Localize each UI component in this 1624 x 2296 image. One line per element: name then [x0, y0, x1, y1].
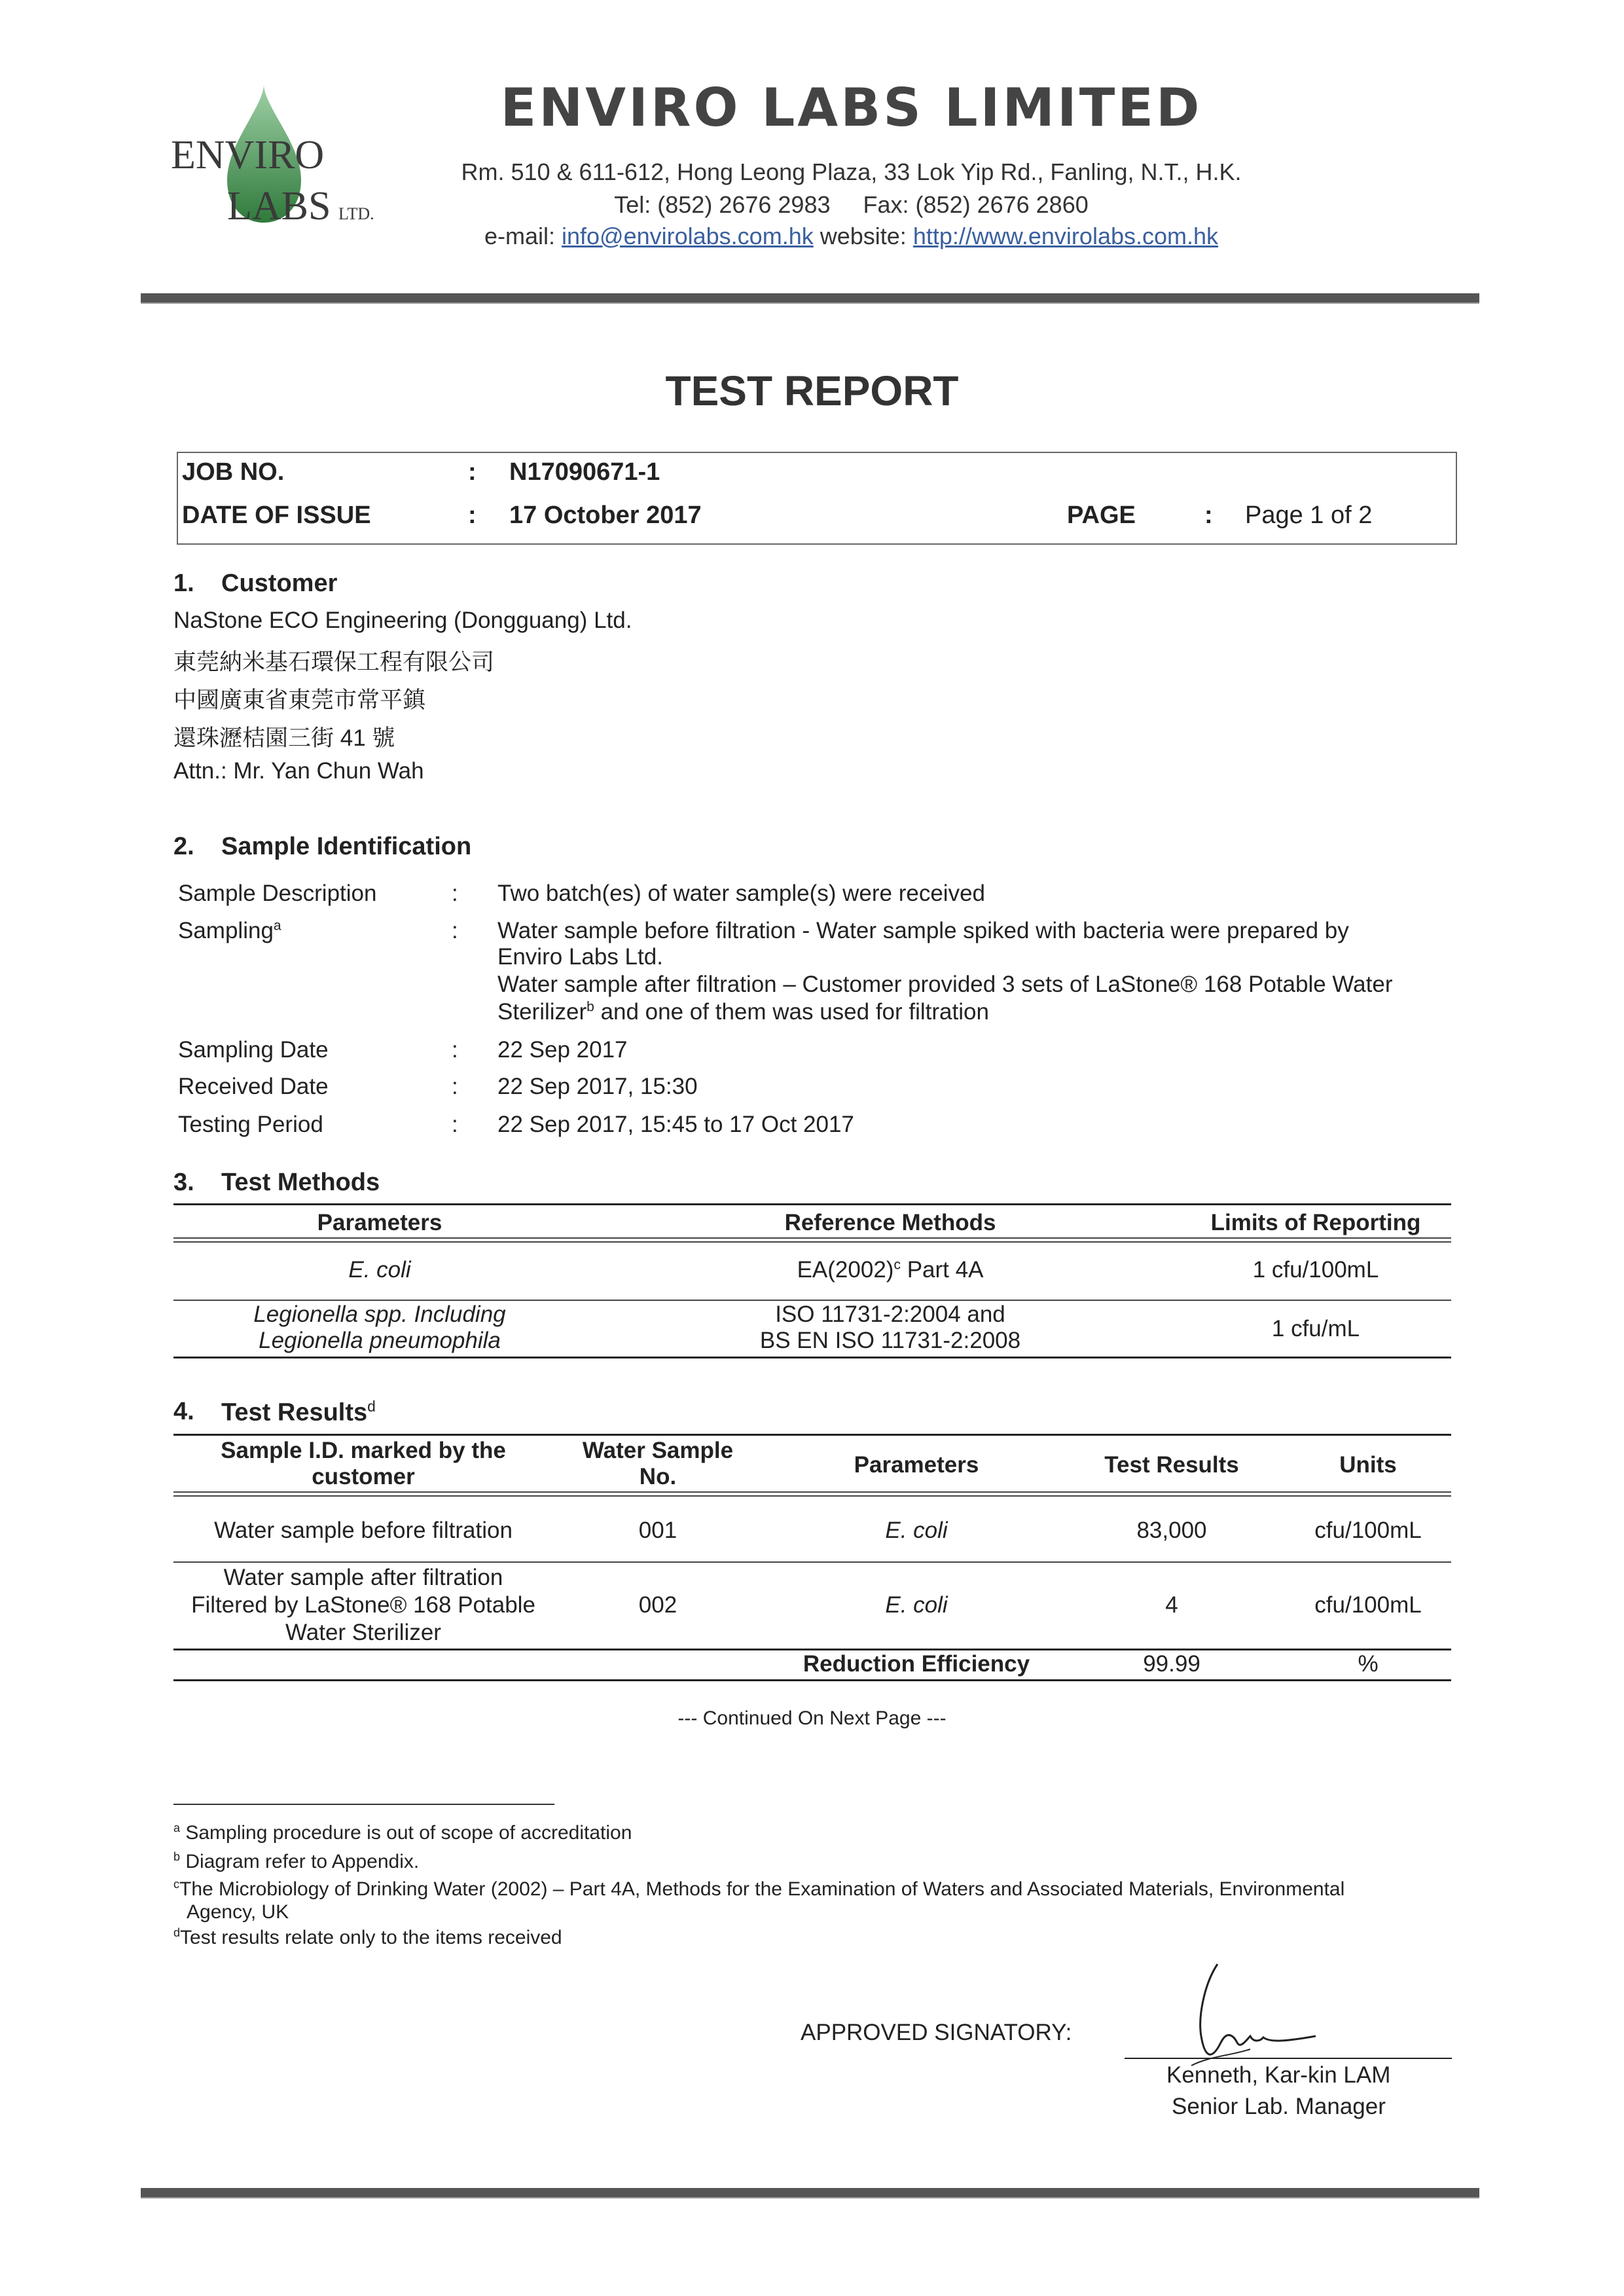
company-address: Rm. 510 & 611-612, Hong Leong Plaza, 33 Lok Yip Rd., Fanling, N.T., H.K. — [461, 158, 1242, 185]
testing-period-label: Testing Period — [178, 1112, 323, 1137]
results-row-sample-no: 002 — [638, 1592, 677, 1618]
footnote-mark: a — [273, 918, 281, 934]
sample-description-label: Sample Description — [178, 881, 377, 906]
signatory-title: Senior Lab. Manager — [1172, 2094, 1386, 2119]
footnote-mark: d — [367, 1398, 376, 1415]
table-rule — [173, 1649, 1451, 1650]
table-rule — [173, 1241, 1451, 1243]
table-rule — [173, 1300, 1451, 1301]
email-label: e-mail: — [484, 223, 555, 249]
company-contact-line — [0, 223, 1624, 250]
section-2-number: 2. — [173, 833, 194, 860]
methods-row-method: BS EN ISO 11731-2:2008 — [759, 1328, 1021, 1353]
results-row-sample-id: Water sample after filtration — [223, 1565, 503, 1590]
website-link[interactable]: http://www.envirolabs.com.hk — [912, 223, 1219, 249]
sampling-label: Sampling$^a$ — [178, 918, 281, 943]
section-customer-heading: Customer — [221, 570, 338, 597]
methods-row-limit: 1 cfu/100mL — [1252, 1257, 1379, 1283]
results-row-unit: cfu/100mL — [1314, 1592, 1422, 1618]
results-row-param: E. coli — [885, 1518, 948, 1543]
table-rule — [173, 1491, 1451, 1493]
job-no-value: N17090671-1 — [509, 458, 660, 486]
table-rule — [173, 1203, 1451, 1205]
section-1-number: 1. — [173, 570, 194, 597]
footnote: $^b$ Diagram refer to Appendix. — [173, 1850, 420, 1872]
footnote: $^a$ Sampling procedure is out of scope of accreditation — [173, 1821, 632, 1844]
company-name: ENVIRO LABS LIMITED — [500, 77, 1202, 138]
received-date-label: Received Date — [178, 1074, 329, 1099]
methods-col-limits: Limits of Reporting — [1210, 1210, 1421, 1235]
section-3-number: 3. — [173, 1169, 194, 1196]
results-col-parameters: Parameters — [854, 1452, 979, 1478]
reduction-efficiency-value: 99.99 — [1143, 1651, 1200, 1677]
report-info-box — [177, 452, 1457, 545]
section-test-methods-heading: Test Methods — [221, 1169, 380, 1196]
report-title: TEST REPORT — [665, 367, 959, 414]
table-rule — [173, 1237, 1451, 1239]
continued-note: --- Continued On Next Page --- — [677, 1707, 947, 1729]
company-tel: Tel: (852) 2676 2983 — [614, 191, 831, 218]
table-rule — [173, 1434, 1451, 1436]
date-of-issue-label: DATE OF ISSUE — [182, 501, 371, 529]
logo-text-ltd: LTD. — [338, 204, 374, 223]
sampling-value-line: Enviro Labs Ltd. — [497, 944, 663, 970]
methods-row-limit: 1 cfu/mL — [1271, 1316, 1360, 1341]
date-colon: : — [468, 501, 477, 529]
results-row-sample-id: Water Sterilizer — [285, 1620, 441, 1645]
customer-line: NaStone ECO Engineering (Dongguang) Ltd. — [173, 608, 632, 633]
customer-line: 中國廣東省東莞市常平鎮 — [173, 687, 426, 713]
results-col-units: Units — [1339, 1452, 1397, 1478]
reduction-efficiency-label: Reduction Efficiency — [803, 1651, 1030, 1677]
table-rule — [173, 1495, 1451, 1497]
methods-col-reference: Reference Methods — [784, 1210, 996, 1235]
header-divider — [141, 293, 1479, 304]
table-rule — [173, 1561, 1451, 1563]
results-row-unit: cfu/100mL — [1314, 1518, 1422, 1543]
methods-col-parameters: Parameters — [317, 1210, 442, 1235]
methods-row-param: Legionella pneumophila — [259, 1328, 501, 1353]
section-sample-id-heading: Sample Identification — [221, 833, 472, 860]
results-row-value: 83,000 — [1136, 1518, 1207, 1543]
footer-divider — [141, 2188, 1479, 2198]
received-date-value: 22 Sep 2017, 15:30 — [497, 1074, 698, 1099]
sampling-date-value: 22 Sep 2017 — [497, 1037, 628, 1063]
signature-line — [1125, 2058, 1452, 2059]
signatory-name: Kenneth, Kar-kin LAM — [1166, 2062, 1391, 2088]
footnote-mark: c — [893, 1257, 901, 1273]
customer-line: 東莞納米基石環保工程有限公司 — [173, 649, 495, 675]
reduction-efficiency-unit: % — [1358, 1651, 1379, 1677]
sampling-value-line: Water sample before filtration - Water sample spiked with bacteria were prepared by — [497, 918, 1349, 943]
footnote-divider — [173, 1804, 554, 1805]
customer-attn: Attn.: Mr. Yan Chun Wah — [173, 758, 424, 784]
methods-row-method: ISO 11731-2:2004 and — [775, 1302, 1005, 1327]
company-fax: Fax: (852) 2676 2860 — [863, 191, 1089, 218]
results-row-value: 4 — [1165, 1592, 1178, 1618]
page-label: PAGE — [1067, 501, 1136, 529]
results-row-sample-no: 001 — [638, 1518, 677, 1543]
results-col-test-results: Test Results — [1104, 1452, 1239, 1478]
company-phone-line — [0, 191, 1624, 219]
results-row-sample-id: Water sample before filtration — [214, 1518, 513, 1543]
footnote: $^c$The Microbiology of Drinking Water (2002) – Part 4A, Methods for the Examination of Waters and Associated Materials, Environmental — [173, 1878, 1345, 1900]
methods-row-param: Legionella spp. Including — [253, 1302, 506, 1327]
sampling-value-line: Water sample after filtration – Customer provided 3 sets of LaStone® 168 Potable Water — [497, 972, 1393, 997]
approved-signatory-label: APPROVED SIGNATORY: — [801, 2020, 1072, 2045]
website-label: website: — [820, 223, 907, 249]
page-colon: : — [1204, 501, 1213, 529]
email-link[interactable]: info@envirolabs.com.hk — [562, 223, 814, 249]
methods-row-method: $EA(2002)^c$ Part 4A — [797, 1257, 984, 1283]
results-col-sample-no: Water Sample No. — [582, 1438, 734, 1489]
section-4-number: 4. — [173, 1398, 194, 1425]
table-rule — [173, 1679, 1451, 1681]
footnote-mark: b — [586, 999, 594, 1015]
footnote: Agency, UK — [187, 1901, 289, 1923]
table-rule — [173, 1357, 1451, 1358]
footnote: $^d$Test results relate only to the items received — [173, 1926, 562, 1948]
results-row-param: E. coli — [885, 1592, 948, 1618]
job-no-label: JOB NO. — [182, 458, 285, 486]
sample-description-value: Two batch(es) of water sample(s) were received — [497, 881, 985, 906]
customer-line: 還珠瀝桔園三街 41 號 — [173, 725, 395, 751]
sampling-date-label: Sampling Date — [178, 1037, 329, 1063]
page-value: Page 1 of 2 — [1245, 501, 1373, 529]
logo-text-enviro: ENVIRO — [171, 133, 325, 177]
methods-row-param: E. coli — [348, 1257, 411, 1283]
section-test-results-heading: Test Results$^d$ — [221, 1398, 376, 1427]
results-col-sample-id: Sample I.D. marked by the customer — [221, 1438, 506, 1489]
job-no-colon: : — [468, 458, 477, 486]
logo-text-labs: LABS — [227, 184, 331, 228]
sampling-value-line: Sterilizer$^b$ and one of them was used for filtration — [497, 999, 989, 1025]
results-row-sample-id: Filtered by LaStone® 168 Potable — [191, 1592, 535, 1618]
date-of-issue-value: 17 October 2017 — [509, 501, 702, 529]
testing-period-value: 22 Sep 2017, 15:45 to 17 Oct 2017 — [497, 1112, 854, 1137]
